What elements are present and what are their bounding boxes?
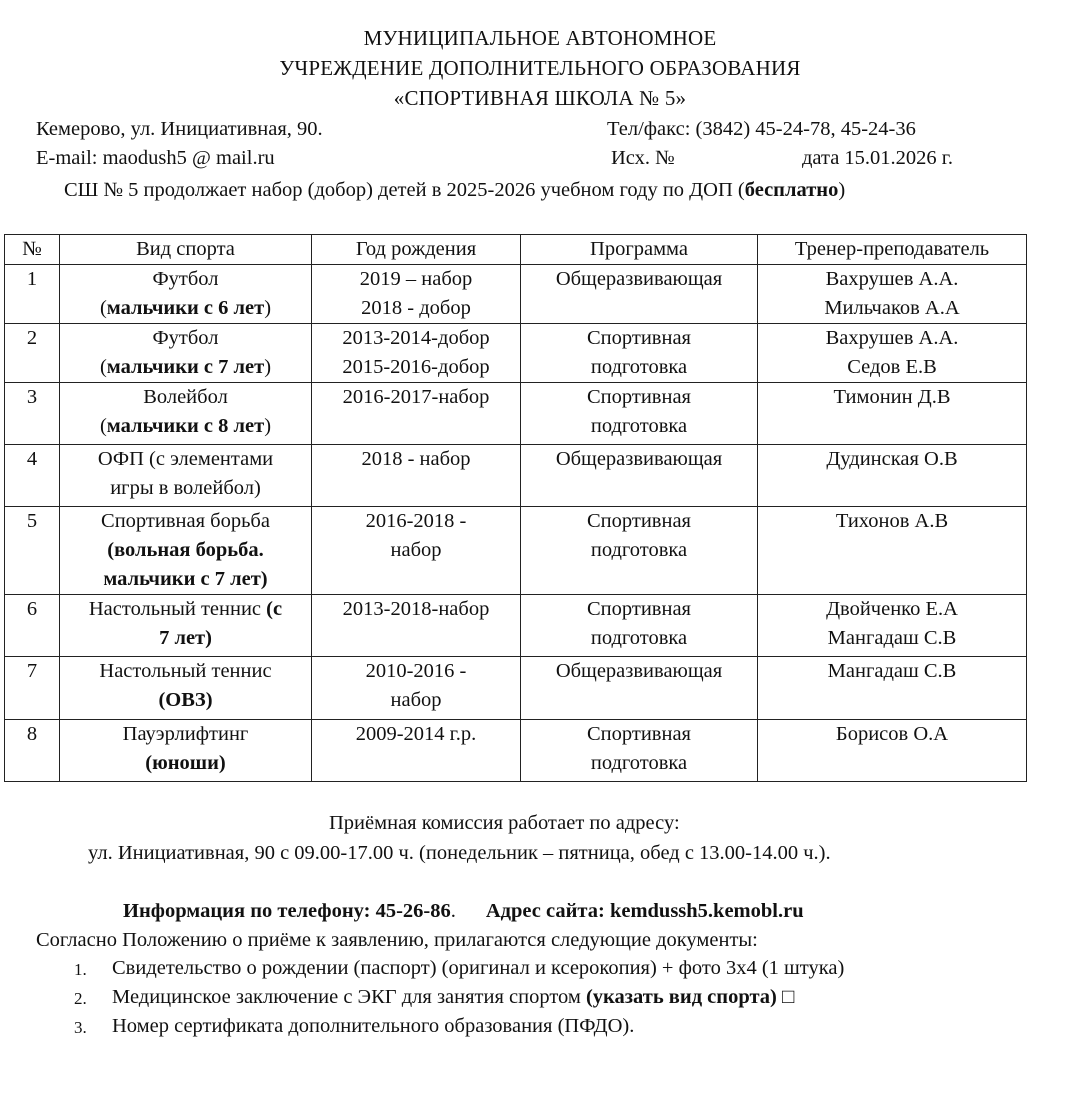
dot: . bbox=[450, 900, 456, 922]
program: Спортивная bbox=[587, 386, 691, 408]
birth-year: 2016-2018 - bbox=[365, 510, 467, 532]
row-number: 1 bbox=[5, 265, 60, 324]
row-number: 8 bbox=[5, 720, 60, 782]
document-text: Медицинское заключение с ЭКГ для занятия спортом bbox=[112, 986, 586, 1008]
program: Общеразвивающая bbox=[555, 448, 723, 470]
program: подготовка bbox=[590, 415, 688, 437]
list-number: 2. bbox=[74, 989, 87, 1008]
org-name-line-1: МУНИЦИПАЛЬНОЕ АВТОНОМНОЕ bbox=[363, 26, 717, 50]
birth-year-cell bbox=[312, 324, 521, 383]
sport-group: (с bbox=[266, 598, 283, 620]
birth-year: 2010-2016 - bbox=[365, 660, 467, 682]
table-row bbox=[5, 265, 1027, 324]
program: Общеразвивающая bbox=[555, 268, 723, 290]
row-number: 4 bbox=[5, 445, 60, 507]
row-number: 5 bbox=[5, 507, 60, 595]
program: подготовка bbox=[590, 356, 688, 378]
sport-cell bbox=[60, 265, 312, 324]
table-row bbox=[5, 720, 1027, 782]
birth-year: набор bbox=[390, 689, 442, 711]
sport-group: (ОВЗ) bbox=[158, 689, 213, 711]
email: E-mail: maodush5 @ mail.ru bbox=[36, 147, 275, 169]
document-item bbox=[112, 986, 794, 1009]
paren: ( bbox=[99, 297, 107, 319]
sport-group: мальчики с 8 лет bbox=[106, 415, 265, 437]
birth-year: 2009-2014 г.р. bbox=[355, 723, 477, 745]
birth-year-cell bbox=[312, 383, 521, 445]
table-header-row bbox=[5, 235, 1027, 265]
sport-cell bbox=[60, 383, 312, 445]
address: Кемерово, ул. Инициативная, 90. bbox=[36, 118, 323, 140]
sport-name: Настольный теннис bbox=[88, 598, 267, 620]
intro-close: ) bbox=[838, 179, 846, 201]
paren: ( bbox=[99, 356, 107, 378]
program-cell bbox=[521, 657, 758, 720]
col-header-num: № bbox=[5, 235, 60, 265]
paren: ) bbox=[264, 297, 272, 319]
program-cell bbox=[521, 507, 758, 595]
sport-group: (вольная борьба. bbox=[107, 539, 264, 561]
org-name-line-3: «СПОРТИВНАЯ ШКОЛА № 5» bbox=[393, 86, 687, 110]
birth-year: 2018 - добор bbox=[361, 297, 471, 319]
table-row bbox=[5, 445, 1027, 507]
coach-cell bbox=[758, 720, 1027, 782]
sport-cell bbox=[60, 324, 312, 383]
birth-year: 2015-2016-добор bbox=[342, 356, 490, 378]
coach: Вахрушев А.А. bbox=[825, 327, 959, 349]
program-cell bbox=[521, 265, 758, 324]
org-name-line-2: УЧРЕЖДЕНИЕ ДОПОЛНИТЕЛЬНОГО ОБРАЗОВАНИЯ bbox=[279, 56, 801, 80]
list-number: 3. bbox=[74, 1018, 87, 1037]
program: Спортивная bbox=[587, 327, 691, 349]
birth-year-cell bbox=[312, 265, 521, 324]
table-row bbox=[5, 383, 1027, 445]
program: Спортивная bbox=[587, 510, 691, 532]
phone-info: Информация по телефону: 45-26-86 bbox=[123, 900, 451, 922]
intro-main: СШ № 5 продолжает набор (добор) детей в 2025-2026 учебном году по ДОП ( bbox=[64, 179, 745, 201]
sport-group: мальчики с 6 лет bbox=[106, 297, 265, 319]
site-address: Адрес сайта: kemdussh5.kemobl.ru bbox=[485, 900, 804, 922]
col-header-program: Программа bbox=[521, 235, 758, 265]
birth-year-cell bbox=[312, 595, 521, 657]
row-number: 2 bbox=[5, 324, 60, 383]
birth-year-cell bbox=[312, 657, 521, 720]
coach-cell bbox=[758, 507, 1027, 595]
program: подготовка bbox=[590, 627, 688, 649]
paren: ) bbox=[264, 415, 272, 437]
sport-name: Футбол bbox=[152, 327, 219, 349]
birth-year: 2013-2014-добор bbox=[342, 327, 490, 349]
sport-cell bbox=[60, 657, 312, 720]
coach: Двойченко Е.А bbox=[826, 598, 958, 620]
coach: Дудинская О.В bbox=[826, 448, 958, 470]
commission-title: Приёмная комиссия работает по адресу: bbox=[329, 812, 680, 834]
birth-year-cell bbox=[312, 445, 521, 507]
coach: Седов Е.В bbox=[847, 356, 937, 378]
outgoing-number: Исх. № bbox=[611, 147, 675, 169]
sport-name: игры в волейбол) bbox=[110, 477, 261, 499]
program-cell bbox=[521, 383, 758, 445]
col-header-coach: Тренер-преподаватель bbox=[758, 235, 1027, 265]
coach-cell bbox=[758, 265, 1027, 324]
coach-cell bbox=[758, 595, 1027, 657]
birth-year: набор bbox=[390, 539, 442, 561]
sport-name: Настольный теннис bbox=[99, 660, 272, 682]
program: подготовка bbox=[590, 539, 688, 561]
coach: Мангадаш С.В bbox=[827, 660, 957, 682]
coach: Мильчаков А.А bbox=[824, 297, 960, 319]
document-item: Свидетельство о рождении (паспорт) (оригинал и ксерокопия) + фото 3х4 (1 штука) bbox=[112, 957, 845, 979]
sport-group: (юноши) bbox=[145, 752, 226, 774]
birth-year: 2018 - набор bbox=[361, 448, 471, 470]
program: Общеразвивающая bbox=[555, 660, 723, 682]
intro-text bbox=[64, 179, 845, 202]
coach: Вахрушев А.А. bbox=[825, 268, 959, 290]
coach-cell bbox=[758, 324, 1027, 383]
sport-cell bbox=[60, 595, 312, 657]
document-date: дата 15.01.2026 г. bbox=[802, 147, 954, 169]
contacts-line bbox=[123, 900, 804, 923]
phone-fax: Тел/факс: (3842) 45-24-78, 45-24-36 bbox=[607, 118, 916, 140]
documents-intro: Согласно Положению о приёме к заявлению, прилагаются следующие документы: bbox=[36, 929, 758, 951]
program-cell bbox=[521, 445, 758, 507]
program-cell bbox=[521, 324, 758, 383]
sport-cell bbox=[60, 720, 312, 782]
birth-year: 2019 – набор bbox=[359, 268, 473, 290]
coach-cell bbox=[758, 445, 1027, 507]
paren: ) bbox=[264, 356, 272, 378]
commission-hours: ул. Инициативная, 90 с 09.00-17.00 ч. (понедельник – пятница, обед с 13.00-14.00 ч.). bbox=[88, 842, 831, 864]
program-cell bbox=[521, 720, 758, 782]
sport-name: Волейбол bbox=[143, 386, 228, 408]
birth-year: 2016-2017-набор bbox=[342, 386, 490, 408]
coach: Борисов О.А bbox=[835, 723, 949, 745]
sport-name: ОФП (с элементами bbox=[97, 448, 274, 470]
coach: Мангадаш С.В bbox=[827, 627, 957, 649]
table-row bbox=[5, 595, 1027, 657]
checkbox-glyph: □ bbox=[776, 986, 795, 1008]
birth-year: 2013-2018-набор bbox=[342, 598, 490, 620]
sport-group: мальчики с 7 лет bbox=[106, 356, 265, 378]
intro-free: бесплатно bbox=[744, 179, 839, 201]
sport-name: Футбол bbox=[152, 268, 219, 290]
table-row bbox=[5, 324, 1027, 383]
sport-name: Спортивная борьба bbox=[101, 510, 270, 532]
program: подготовка bbox=[590, 752, 688, 774]
row-number: 7 bbox=[5, 657, 60, 720]
birth-year-cell bbox=[312, 507, 521, 595]
sport-name: Пауэрлифтинг bbox=[122, 723, 249, 745]
coach-cell bbox=[758, 383, 1027, 445]
birth-year-cell bbox=[312, 720, 521, 782]
paren: ( bbox=[99, 415, 107, 437]
coach: Тимонин Д.В bbox=[833, 386, 951, 408]
program: Спортивная bbox=[587, 598, 691, 620]
list-number: 1. bbox=[74, 960, 87, 979]
table-row bbox=[5, 507, 1027, 595]
sport-cell bbox=[60, 445, 312, 507]
row-number: 3 bbox=[5, 383, 60, 445]
sport-group: 7 лет) bbox=[159, 627, 212, 649]
sports-table bbox=[4, 234, 1027, 782]
program-cell bbox=[521, 595, 758, 657]
sport-group: мальчики с 7 лет) bbox=[103, 568, 268, 590]
row-number: 6 bbox=[5, 595, 60, 657]
col-header-sport: Вид спорта bbox=[60, 235, 312, 265]
program: Спортивная bbox=[587, 723, 691, 745]
col-header-birth-year: Год рождения bbox=[312, 235, 521, 265]
document-item: Номер сертификата дополнительного образования (ПФДО). bbox=[112, 1015, 635, 1037]
coach: Тихонов А.В bbox=[835, 510, 949, 532]
table-row bbox=[5, 657, 1027, 720]
coach-cell bbox=[758, 657, 1027, 720]
document-note: (указать вид спорта) bbox=[585, 986, 777, 1008]
sport-cell bbox=[60, 507, 312, 595]
